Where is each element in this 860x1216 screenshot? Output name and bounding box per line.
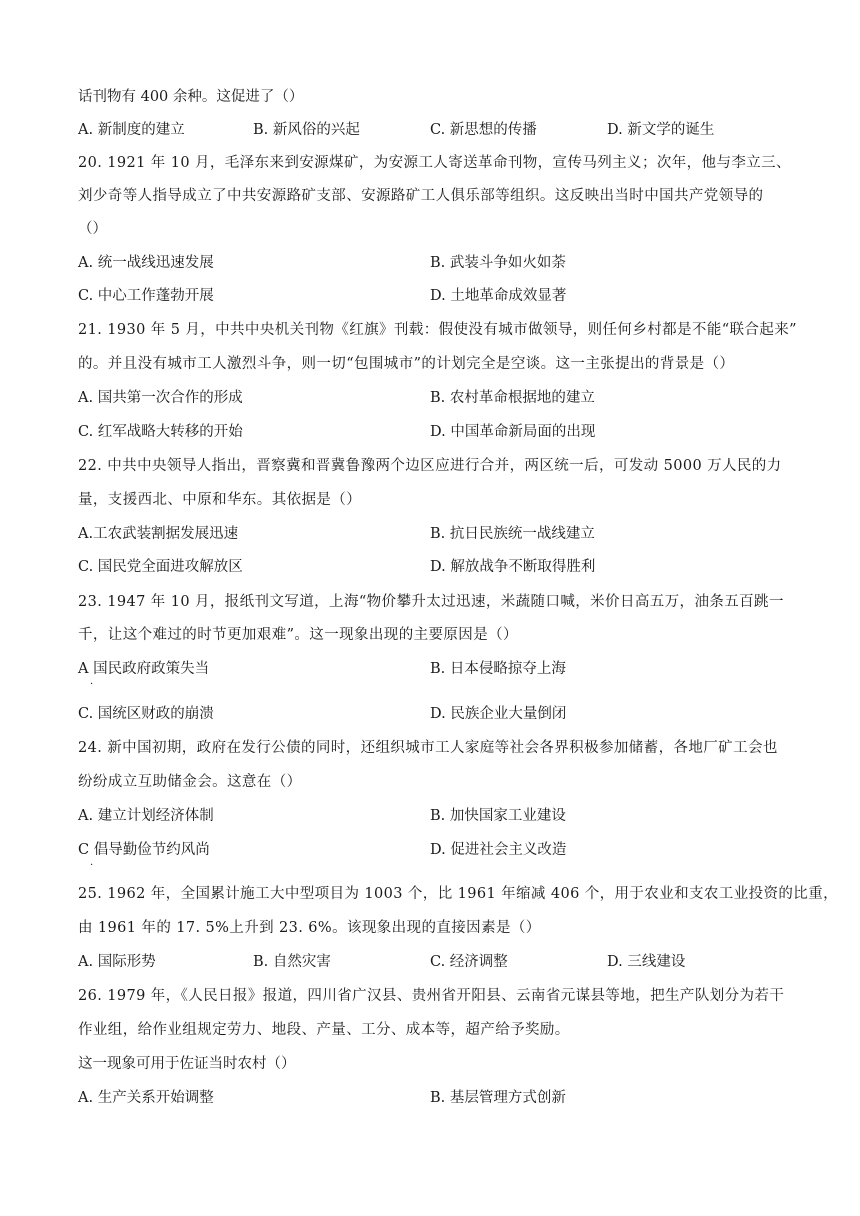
q23-option-d: D. 民族企业大量倒闭	[430, 706, 567, 722]
q25-option-b: B. 自然灾害	[253, 954, 331, 970]
q21-option-b: B. 农村革命根据地的建立	[430, 390, 595, 406]
q24-stem-line: 纷纷成立互助储金会。这意在（）	[78, 774, 302, 790]
q26-stem-line: 26. 1979 年，《人民日报》报道，四川省广汉县、贵州省开阳县、云南省元谋县等地，把生产队划分为若干	[78, 988, 785, 1004]
q24-option-d: D. 促进社会主义改造	[430, 842, 567, 858]
q22-stem-line: 量，支援西北、中原和华东。其依据是（）	[78, 492, 362, 508]
q25-stem-line: 25. 1962 年，全国累计施工大中型项目为 1003 个，比 1961 年缩减 406 个，用于农业和支农工业投资的比重，	[78, 886, 839, 902]
q20-option-b: B. 武装斗争如火如荼	[430, 255, 566, 271]
q20-option-a: A. 统一战线迅速发展	[78, 255, 214, 271]
q20-option-d: D. 土地革命成效显著	[430, 288, 567, 304]
q22-option-b: B. 抗日民族统一战线建立	[430, 526, 595, 542]
q19-option-c: C. 新思想的传播	[430, 122, 537, 138]
q26-option-b: B. 基层管理方式创新	[430, 1090, 566, 1106]
q26-stem-line: 作业组，给作业组规定劳力、地段、产量、工分、成本等，超产给予奖励。	[78, 1022, 570, 1038]
q20-stem-line: 刘少奇等人指导成立了中共安源路矿支部、安源路矿工人俱乐部等组织。这反映出当时中国共产党领导的	[78, 188, 764, 204]
q19-option-b: B. 新风俗的兴起	[253, 122, 360, 138]
q20-option-c: C. 中心工作蓬勃开展	[78, 288, 214, 304]
q21-stem-line: 21. 1930 年 5 月，中共中央机关刊物《红旗》刊载：假使没有城市做领导，则任何乡村都是不能“联合起来”	[78, 322, 797, 338]
q23-option-c: C. 国统区财政的崩溃	[78, 706, 214, 722]
q23-stem-line: 千，让这个难过的时节更加艰难”。这一现象出现的主要原因是（）	[78, 627, 518, 643]
q24-option-b: B. 加快国家工业建设	[430, 808, 566, 824]
q21-option-a: A. 国共第一次合作的形成	[78, 390, 243, 406]
q20-stem-line: （）	[78, 221, 107, 237]
q24-option-c: C 倡导勤俭节约风尚	[78, 842, 210, 858]
q25-option-d: D. 三线建设	[607, 954, 686, 970]
q23-stem-line: 23. 1947 年 10 月，报纸刊文写道，上海“物价攀升太过迅速，米蔬随口喊，米价日高五万，油条五百跳一	[78, 594, 784, 610]
q26-stem-line: 这一现象可用于佐证当时农村（）	[78, 1056, 296, 1072]
q25-option-c: C. 经济调整	[430, 954, 508, 970]
stray-dot-mark: ·	[90, 860, 94, 871]
q25-option-a: A. 国际形势	[78, 954, 156, 970]
q23-option-a: A 国民政府政策失当	[78, 661, 210, 677]
q24-option-a: A. 建立计划经济体制	[78, 808, 214, 824]
q25-stem-line: 由 1961 年的 17. 5%上升到 23. 6%。该现象出现的直接因素是（）	[78, 920, 541, 936]
q22-stem-line: 22. 中共中央领导人指出，晋察冀和晋冀鲁豫两个边区应进行合并，两区统一后，可发动 5000 万人民的力	[78, 458, 782, 474]
q23-option-b: B. 日本侵略掠夺上海	[430, 661, 566, 677]
q21-stem-line: 的。并且没有城市工人激烈斗争，则一切“包围城市”的计划完全是空谈。这一主张提出的背景是（）	[78, 356, 735, 372]
q21-option-c: C. 红军战略大转移的开始	[78, 424, 243, 440]
q21-option-d: D. 中国革命新局面的出现	[430, 424, 596, 440]
q19-stem-tail: 话刊物有 400 余种。这促进了（）	[78, 89, 304, 105]
q22-option-c: C. 国民党全面进攻解放区	[78, 559, 243, 575]
q19-option-a: A. 新制度的建立	[78, 122, 185, 138]
stray-dot-mark: ·	[90, 679, 94, 690]
q19-option-d: D. 新文学的诞生	[607, 122, 715, 138]
q20-stem-line: 20. 1921 年 10 月，毛泽东来到安源煤矿，为安源工人寄送革命刊物，宣传马列主义；次年，他与李立三、	[78, 155, 791, 171]
q24-stem-line: 24. 新中国初期，政府在发行公债的同时，还组织城市工人家庭等社会各界积极参加储蓄，各地厂矿工会也	[78, 740, 778, 756]
q22-option-a: A.工农武装割据发展迅速	[78, 526, 239, 542]
q22-option-d: D. 解放战争不断取得胜利	[430, 559, 596, 575]
q26-option-a: A. 生产关系开始调整	[78, 1090, 214, 1106]
